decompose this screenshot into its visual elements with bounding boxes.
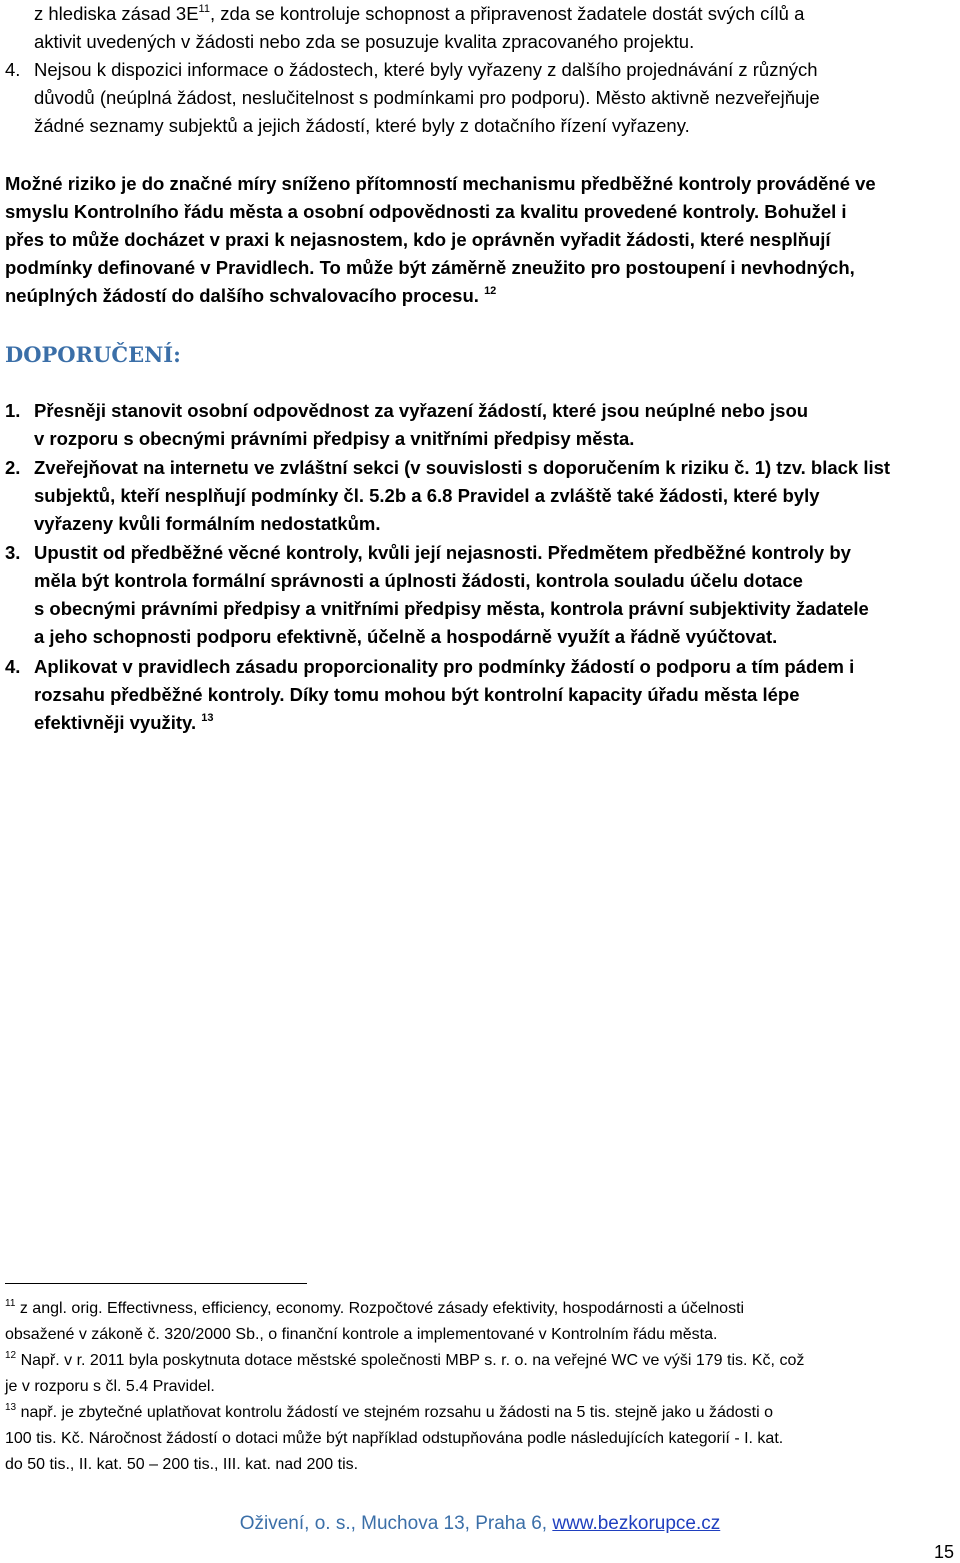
footnote-ref-13[interactable]: 13 [201,712,214,724]
risk-line: Možné riziko je do značné míry sníženo přítomností mechanismu předběžné kontroly prováděné ve [5,173,876,194]
footnote-line: z angl. orig. Effectivness, efficiency, economy. Rozpočtové zásady efektivity, hospodárnosti a účelnosti [19,1300,745,1317]
risk-line: smyslu Kontrolního řádu města a osobní odpovědnosti za kvalitu provedené kontroly. Bohužel i [5,201,847,222]
recommendation-3 [34,539,954,651]
footnote-ref-12[interactable]: 12 [484,285,497,297]
footnote-line: např. je zbytečné uplatňovat kontrolu žádostí ve stejném rozsahu u žádosti na 5 tis. stejně jako u žádosti o [20,1404,774,1421]
item4-text [34,56,820,140]
recommendation-line: Upustit od předběžné věcné kontroly, kvůli její nejasnosti. Předmětem předběžné kontroly by [34,542,851,563]
recommendation-line: Přesněji stanovit osobní odpovědnost za vyřazení žádostí, které jsou neúplné nebo jsou [34,400,809,421]
recommendation-4 [34,653,954,737]
footnote-line: do 50 tis., II. kat. 50 – 200 tis., III. kat. nad 200 tis. [5,1456,359,1473]
footnote-ref-11[interactable]: 11 [198,3,210,15]
footnote-11 [5,1296,955,1348]
footnote-12 [5,1348,955,1400]
item3-text-line1-end: , zda se kontroluje schopnost a připravenost žadatele dostát svých cílů a [209,3,805,24]
item3-continuation [34,0,804,56]
item3-text-line2: aktivit uvedených v žádosti nebo zda se posuzuje kvalita zpracovaného projektu. [34,31,695,52]
recommendation-number: 4. [5,656,21,677]
footnote-line: obsažené v zákoně č. 320/2000 Sb., o finanční kontrole a implementované v Kontrolním řádu města. [5,1326,718,1343]
footnote-line: je v rozporu s čl. 5.4 Pravidel. [5,1378,215,1395]
risk-line: přes to může docházet v praxi k nejasnostem, kdo je oprávněn vyřadit žádosti, které nesplňují [5,229,831,250]
recommendation-line: v rozporu s obecnými právními předpisy a vnitřními předpisy města. [34,428,635,449]
page-footer [0,1513,960,1535]
page-number: 15 [933,1542,954,1562]
recommendation-line: a jeho schopnosti podporu efektivně, účelně a hospodárně využít a řádně vyúčtovat. [34,626,778,647]
item3-text-line1: z hlediska zásad 3E [34,3,199,24]
recommendation-line: s obecnými právními předpisy a vnitřními předpisy města, kontrola právní subjektivity žadatele [34,598,869,619]
recommendation-line: rozsahu předběžné kontroly. Díky tomu mohou být kontrolní kapacity úřadu města lépe [34,684,800,705]
recommendation-number: 1. [5,400,21,421]
item4-line: Nejsou k dispozici informace o žádostech, které byly vyřazeny z dalšího projednávání z různých [34,59,818,80]
item4-line: žádné seznamy subjektů a jejich žádostí, které byly z dotačního řízení vyřazeny. [34,115,690,136]
section-heading: DOPORUČENÍ: [5,342,181,367]
footer-address: Oživení, o. s., Muchova 13, Praha 6, [239,1513,553,1534]
recommendation-number: 2. [5,457,21,478]
risk-line: podmínky definované v Pravidlech. To může být záměrně zneužito pro postoupení i nevhodných, [5,257,855,278]
recommendation-line: Zveřejňovat na internetu ve zvláštní sekci (v souvislosti s doporučením k riziku č. 1) tzv. black list [34,457,891,478]
footnote-number: 11 [5,1298,16,1309]
footnote-13 [5,1400,955,1478]
recommendation-2 [34,454,954,538]
recommendation-line: subjektů, kteří nesplňují podmínky čl. 5.2b a 6.8 Pravidel a zvláště také žádosti, které byly [34,485,820,506]
footnote-line: Např. v r. 2011 byla poskytnuta dotace městské společnosti MBP s. r. o. na veřejné WC ve výši 179 tis. Kč, což [20,1352,805,1369]
risk-paragraph [5,170,955,310]
item4-number: 4. [5,59,21,80]
footnote-number: 13 [5,1402,17,1413]
recommendation-line: měla být kontrola formální správnosti a úplnosti žádosti, kontrola souladu účelu dotace [34,570,803,591]
footnote-number: 12 [5,1350,17,1361]
footnote-line: 100 tis. Kč. Náročnost žádostí o dotaci může být například odstupňována podle následujících kategorií - I. kat. [5,1430,784,1447]
recommendation-line: Aplikovat v pravidlech zásadu proporcionality pro podmínky žádostí o podporu a tím pádem i [34,656,855,677]
recommendation-line: efektivněji využity. [34,712,197,733]
recommendation-1 [34,397,954,453]
footnote-separator [5,1283,307,1284]
footer-link[interactable]: www.bezkorupce.cz [552,1513,721,1534]
recommendation-line: vyřazeny kvůli formálním nedostatkům. [34,513,381,534]
risk-line: neúplných žádostí do dalšího schvalovacího procesu. [5,285,479,306]
recommendation-number: 3. [5,542,21,563]
item4-line: důvodů (neúplná žádost, neslučitelnost s podmínkami pro podporu). Město aktivně nezveřejňuje [34,87,820,108]
